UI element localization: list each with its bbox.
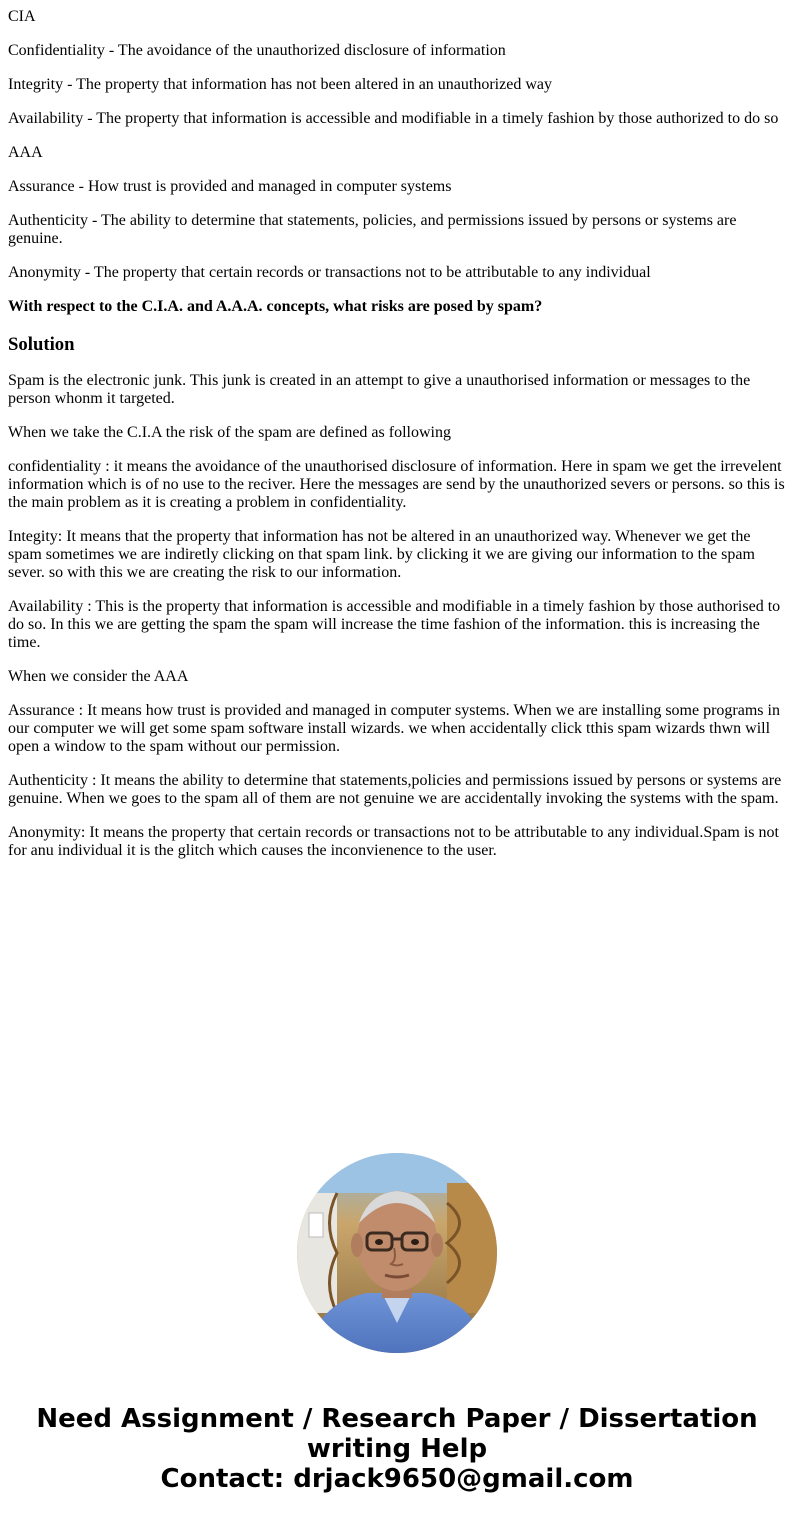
contact-line-1: Need Assignment / Research Paper / Dissertation (36, 1404, 758, 1434)
document-body (8, 0, 786, 876)
solution-cia-intro: When we take the C.I.A the risk of the spam are defined as following (8, 424, 451, 441)
solution-heading: Solution (8, 334, 75, 355)
solution-confidentiality: confidentiality : it means the avoidance of the unauthorised disclosure of information. Here in spam we get the irrevelent information which is of no use to the reciver. Here the messages are send by the unauthorized severs or persons. so this is the main problem as it is creating a problem in confidentiality. (8, 458, 785, 511)
solution-authenticity: Authenticity : It means the ability to determine that statements,policies and permissions issued by persons or systems are genuine. When we goes to the spam all of them are not genuine we are accidentally invoking the systems with the spam. (8, 772, 782, 807)
definition-integrity: Integrity - The property that information has not been altered in an unauthorized way (8, 76, 552, 93)
definition-authenticity: Authenticity - The ability to determine that statements, policies, and permissions issued by persons or systems are genuine. (8, 212, 737, 247)
solution-anonymity: Anonymity: It means the property that certain records or transactions not to be attributable to any individual.Spam is not for anu individual it is the glitch which causes the inconvienence to the user. (8, 824, 779, 859)
contact-banner (0, 1404, 794, 1494)
contact-line-2: writing Help (306, 1434, 488, 1464)
author-avatar (297, 1153, 497, 1353)
cia-heading: CIA (8, 8, 36, 25)
solution-aaa-intro: When we consider the AAA (8, 668, 189, 685)
aaa-heading: AAA (8, 144, 43, 161)
solution-assurance: Assurance : It means how trust is provided and managed in computer systems. When we are installing some programs in our computer we will get some spam software install wizards. we when accidentally click tthis spam wizards thwn will open a window to the spam without our permission. (8, 702, 780, 755)
solution-availability: Availability : This is the property that information is accessible and modifiable in a timely fashion by those authorised to do so. In this we are getting the spam the spam will increase the time fashion of the information. this is increasing the time. (8, 598, 781, 651)
definition-availability: Availability - The property that information is accessible and modifiable in a timely fashion by those authorized to do so (8, 110, 779, 127)
author-portrait-image (297, 1153, 497, 1353)
question: With respect to the C.I.A. and A.A.A. concepts, what risks are posed by spam? (8, 298, 543, 315)
definition-confidentiality: Confidentiality - The avoidance of the unauthorized disclosure of information (8, 42, 506, 59)
definition-assurance: Assurance - How trust is provided and managed in computer systems (8, 178, 452, 195)
solution-intro: Spam is the electronic junk. This junk is created in an attempt to give a unauthorised information or messages to the person whonm it targeted. (8, 372, 751, 407)
contact-email-line: Contact: drjack9650@gmail.com (160, 1464, 634, 1494)
solution-integrity: Integity: It means that the property that information has not be altered in an unauthorized way. Whenever we get the spam sometimes we are indiretly clicking on that spam link. by clicking it we are giving our information to the spam sever. so with this we are creating the risk to our information. (8, 528, 755, 581)
definition-anonymity: Anonymity - The property that certain records or transactions not to be attributable to any individual (8, 264, 651, 281)
